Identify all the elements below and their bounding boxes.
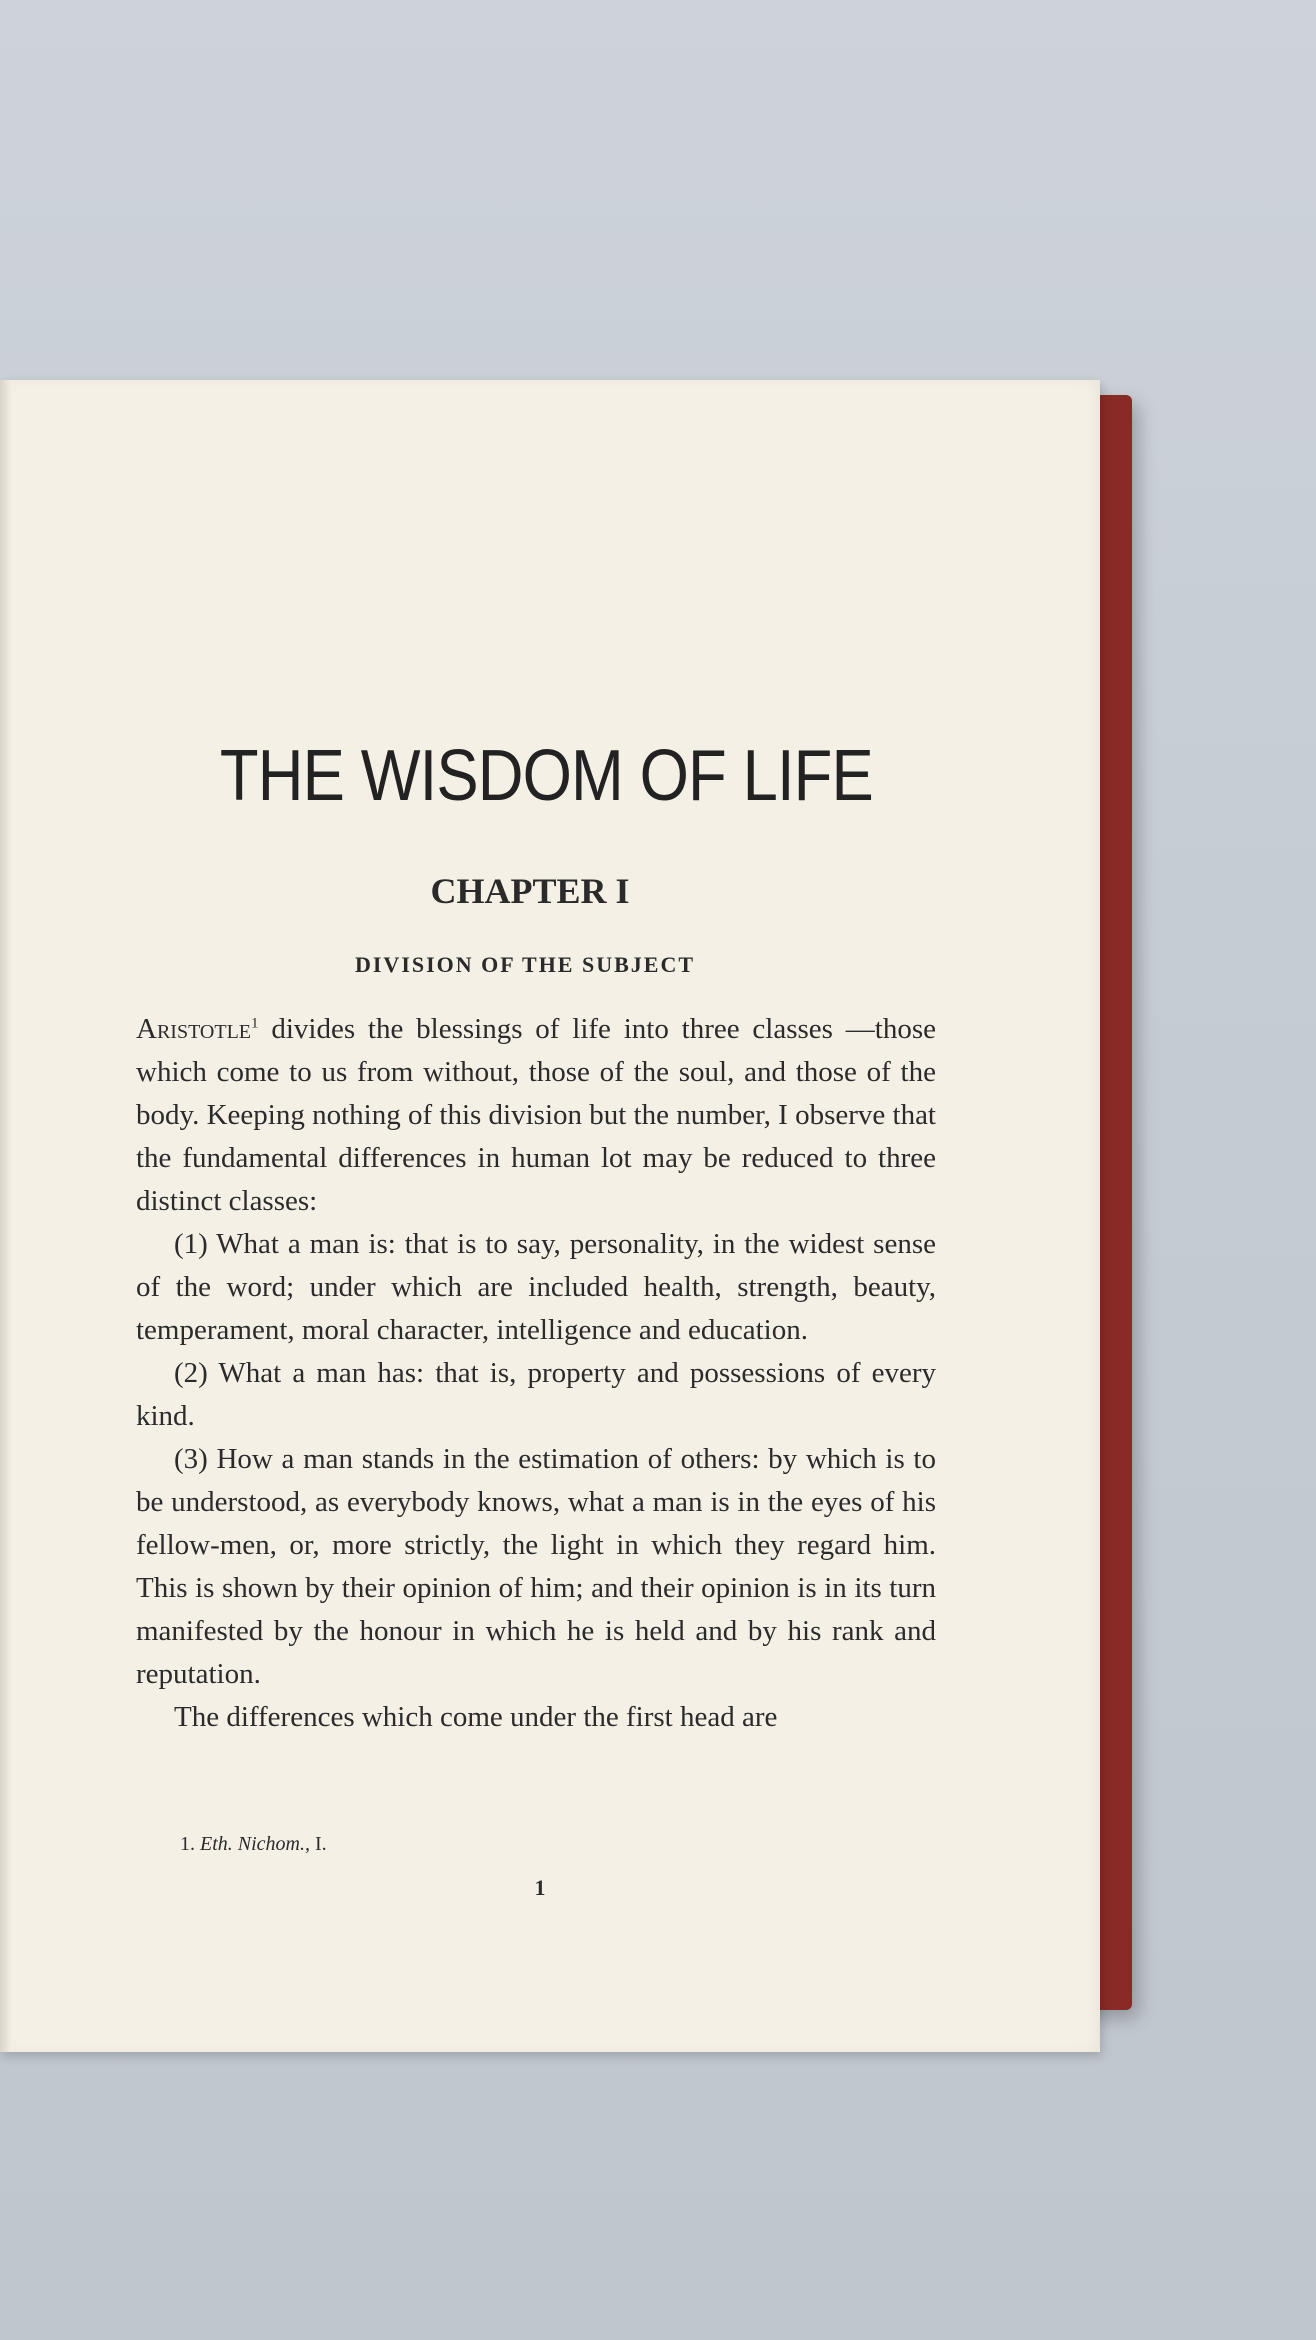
book-title: THE WISDOM OF LIFE — [219, 736, 873, 816]
footnote — [180, 1833, 327, 1856]
body-text — [136, 1008, 936, 1739]
footnote-number: 1. — [180, 1833, 195, 1855]
page-edge — [0, 380, 12, 2052]
footnote-work: Eth. Nichom., — [200, 1833, 310, 1855]
paragraph-4: (3) How a man stands in the estimation of others: by which is to be understood, as everybody knows, what a man is in the eyes of his fellow-men, or, more strictly, the light in which they regard him. This is shown by their opinion of him; and their opinion is in its turn manifested by the honour in which he is held and by his rank and reputation. — [136, 1443, 936, 1690]
footnote-ref-text: I. — [315, 1833, 327, 1855]
paragraph-3: (2) What a man has: that is, property and possessions of every kind. — [136, 1357, 936, 1432]
page-number: 1 — [534, 1875, 546, 1900]
paragraph-1-text: divides the blessings of life into three classes —those which come to us from without, those of the soul, and those of the body. Keeping nothing of this division but the number, I observe that the fundamental differences in human lot may be reduced to three distinct classes: — [136, 1013, 936, 1217]
section-heading: DIVISION OF THE SUBJECT — [354, 952, 696, 977]
paragraph-1 — [136, 1008, 936, 1223]
footnote-ref: 1 — [251, 1015, 259, 1032]
chapter-heading: CHAPTER I — [430, 871, 630, 911]
paragraph-2: (1) What a man is: that is to say, personality, in the widest sense of the word; under which are included health, strength, beauty, temperament, moral character, intelligence and education. — [136, 1228, 936, 1346]
lead-word: Aristotle — [136, 1013, 252, 1045]
paragraph-5: The differences which come under the first head are — [174, 1701, 778, 1733]
